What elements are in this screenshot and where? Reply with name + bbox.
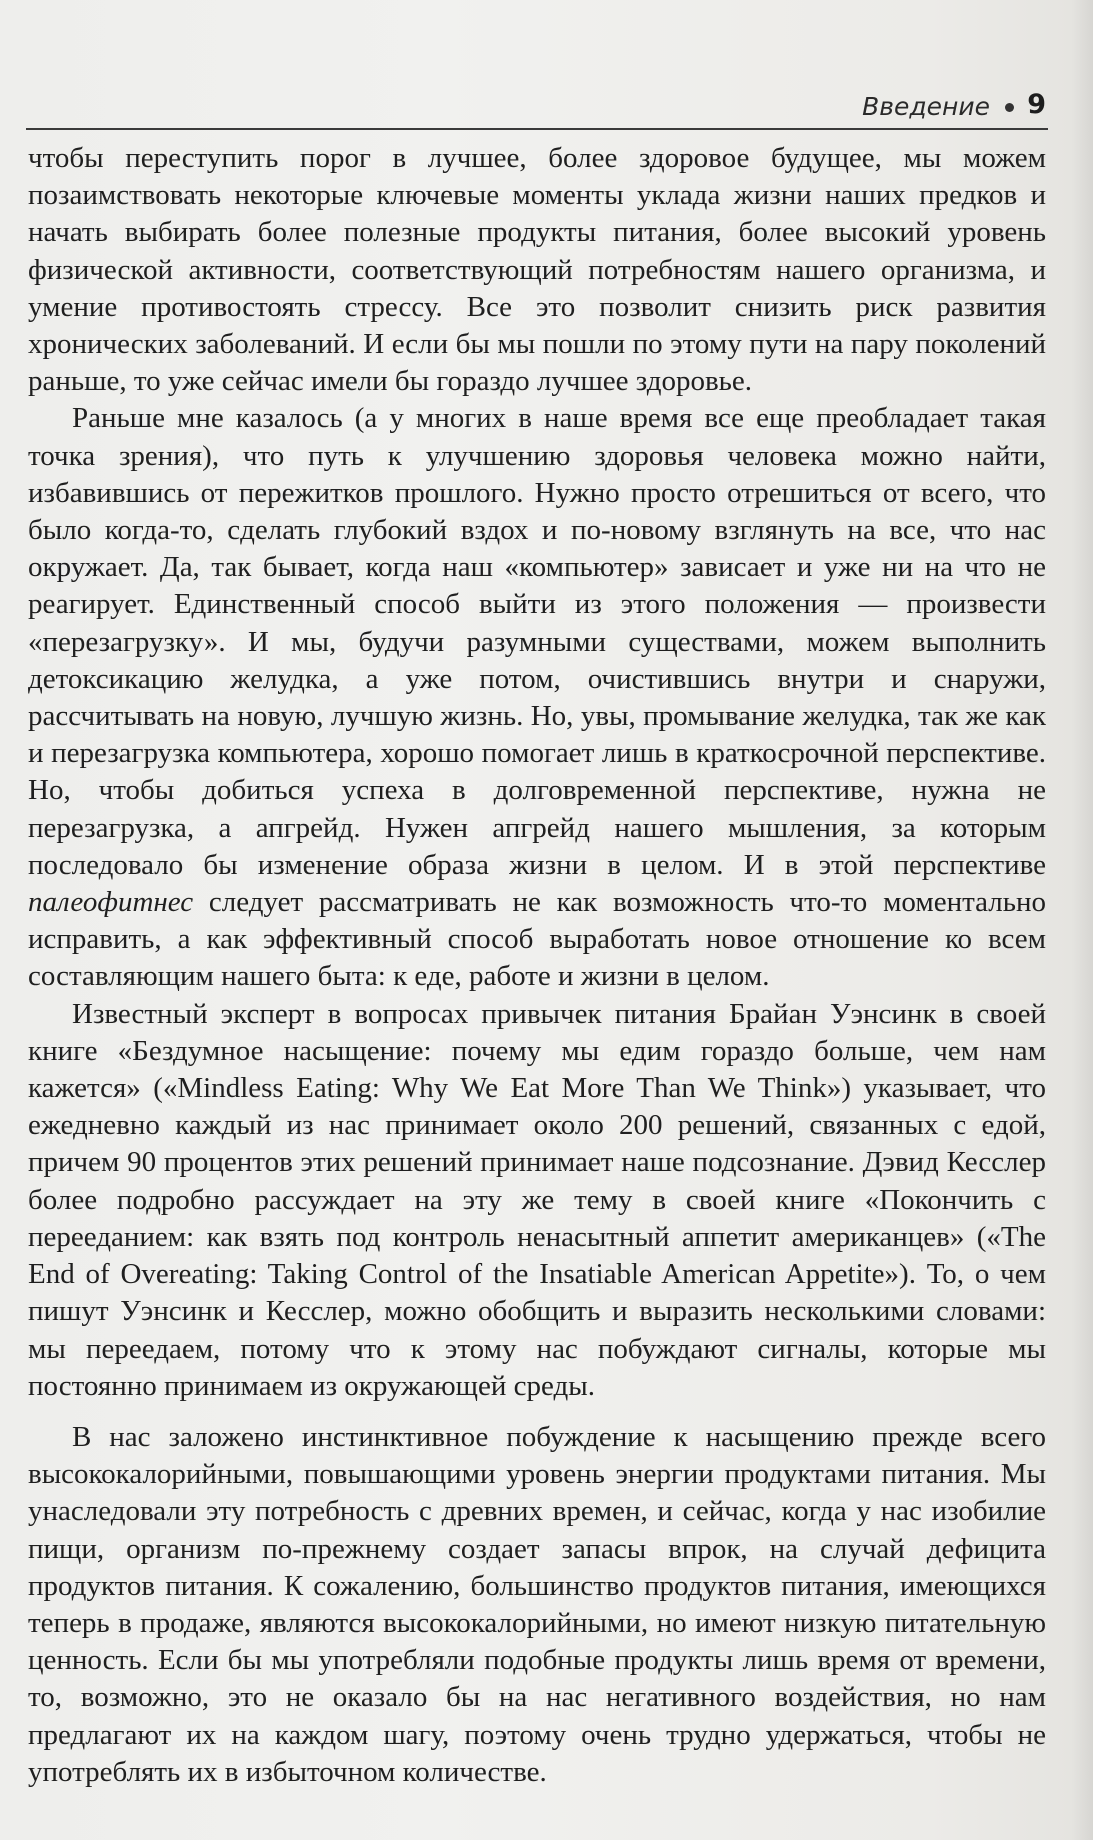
page-edge-shadow: [1071, 0, 1093, 1840]
paragraph-2-part-2: следует рассматривать не как возможность что-то моментально исправить, а как эффективный способ выработать новое отношение ко всем составляющим нашего быта: к еде, работе и жизни в целом.: [28, 886, 1046, 993]
chapter-title: Введение: [862, 92, 990, 121]
page-number: 9: [1027, 89, 1046, 120]
running-header: [26, 88, 1048, 130]
paragraph-4: В нас заложено инстинктивное побуждение к насыщению прежде всего высококалорийными, повышающими уровень энергии продуктами питания. Мы унаследовали эту потребность с древних времен, и сейчас, когда у нас изобилие пищи, организм по-прежнему создает запасы впрок, на случай дефицита продуктов питания. К сожалению, большинство продуктов питания, имеющихся теперь в продаже, являются высококалорийными, но имеют низкую питательную ценность. Если бы мы употребляли подобные продукты лишь время от времени, то, возможно, это не оказало бы на нас негативного воздействия, но нам предлагают их на каждом шагу, поэтому очень трудно удержаться, чтобы не употреблять их в избыточном количестве.: [28, 1420, 1046, 1788]
paragraph-2: [28, 400, 1046, 995]
body-text: [28, 140, 1046, 1791]
paragraph-1: чтобы переступить порог в лучшее, более здоровое будущее, мы можем позаимствовать некоторые ключевые моменты уклада жизни наших предков и начать выбирать более полезные продукты питания, более высокий уровень физической активности, соответствующий потребностям нашего организма, и умение противостоять стрессу. Все это позволит снизить риск развития хронических заболеваний. И если бы мы пошли по этому пути на пару поколений раньше, то уже сейчас имели бы гораздо лучшее здоровье.: [28, 142, 1046, 398]
bullet-separator-icon: [1005, 103, 1014, 112]
paragraph-3: Известный эксперт в вопросах привычек питания Брайан Уэнсинк в своей книге «Бездумное насыщение: почему мы едим гораздо больше, чем нам кажется» («Mindless Eating: Why We Eat More Than We Think») указывает, что ежедневно каждый из нас принимает около 200 решений, связанных с едой, причем 90 процентов этих решений принимает наше подсознание. Дэвид Кесслер более подробно рассуждает на эту же тему в своей книге «Покончить с перееданием: как взять под контроль ненасытный аппетит американцев» («The End of Overeating: Taking Control of the Insatiable American Appetite»). То, о чем пишут Уэнсинк и Кесслер, можно обобщить и выразить несколькими словами: мы переедаем, потому что к этому нас побуждают сигналы, которые мы постоянно принимаем из окружающей среды.: [28, 997, 1046, 1402]
paragraph-2-part-1: Раньше мне казалось (а у многих в наше время все еще преобладает такая точка зрения), что путь к улучшению здоровья человека можно найти, избавившись от пережитков прошлого. Нужно просто отрешиться от всего, что было когда-то, сделать глубокий вздох и по-новому взглянуть на все, что нас окружает. Да, так бывает, когда наш «компьютер» зависает и уже ни на что не реагирует. Единственный способ выйти из этого положения — произвести «перезагрузку». И мы, будучи разумными существами, можем выполнить детоксикацию желудка, а уже потом, очистившись внутри и снаружи, рассчитывать на новую, лучшую жизнь. Но, увы, промывание желудка, так же как и перезагрузка компьютера, хорошо помогает лишь в краткосрочной перспективе. Но, чтобы добиться успеха в долговременной перспективе, нужна не перезагрузка, а апгрейд. Нужен апгрейд нашего мышления, за которым последовало бы изменение образа жизни в целом. И в этой перспективе: [28, 402, 1046, 881]
paleofitness-emphasis: палеофитнес: [28, 886, 194, 919]
